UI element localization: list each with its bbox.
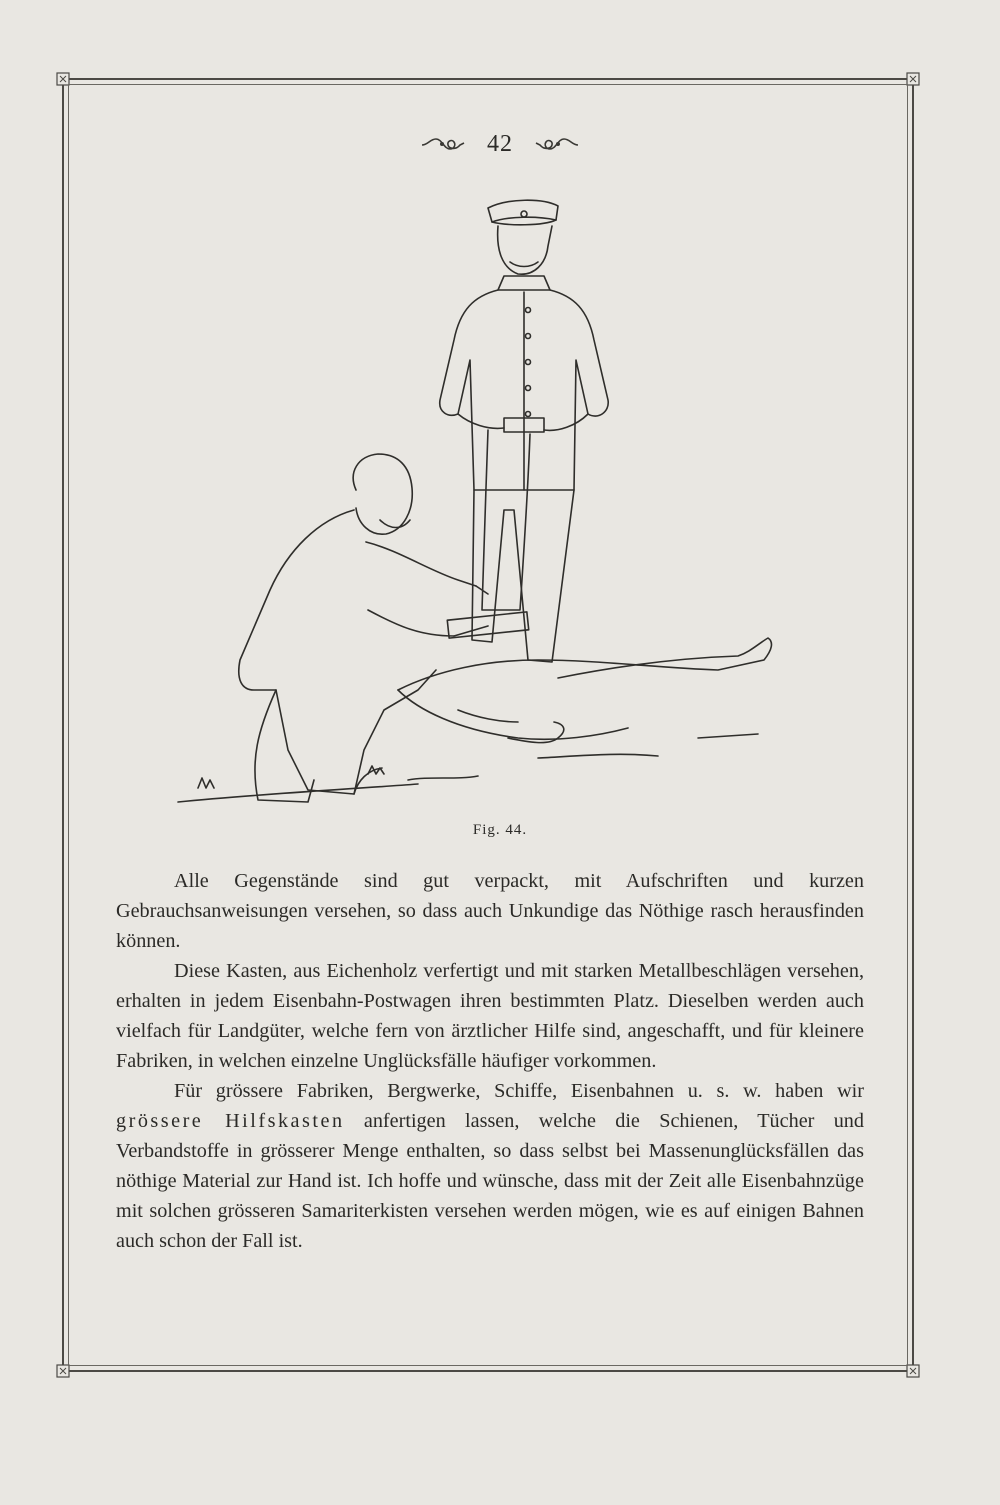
corner-ornament-icon — [906, 1364, 920, 1378]
engraving-illustration — [158, 190, 798, 820]
corner-ornament-icon — [906, 72, 920, 86]
paragraph-3-start: Für grössere Fabriken, Bergwerke, Schiffe, Eisenbahnen u. s. w. haben wir — [174, 1080, 864, 1102]
ground-line — [178, 734, 758, 802]
paragraph-2: Diese Kasten, aus Eichenholz verfertigt und mit starken Metallbeschlägen versehen, erhalten in jedem Eisenbahn-Postwagen ihren bestimmten Platz. Dieselben werden auch vielfach für Landgüter, welche fern von ärztlicher Hilfe sind, angeschafft, und für kleinere Fabriken, in welchen einzelne Unglücksfälle häufiger vorkommen. — [116, 960, 864, 1072]
emphasized-term: grössere Hilfskasten — [116, 1110, 345, 1132]
patient-body — [398, 638, 771, 690]
page-number: 42 — [487, 130, 513, 157]
paragraph-1: Alle Gegenstände sind gut verpackt, mit Aufschriften und kurzen Gebrauchsanweisungen versehen, so dass auch Unkundige das Nöthige rasch herausfinden können. — [116, 870, 864, 952]
left-flourish-icon — [420, 133, 466, 155]
paragraph-3-end: anfertigen lassen, welche die Schienen, Tücher und Verbandstoffe in grösserer Menge enthalten, so dass selbst bei Massenunglücksfällen das nöthige Material zur Hand ist. Ich hoffe und wünsche, dass mit der Zeit alle Eisenbahnzüge mit solchen grösseren Samariterkisten versehen werden mögen, wie es auf einigen Bahnen auch schon der Fall ist. — [116, 1110, 864, 1252]
paragraph-3 — [116, 1076, 864, 1256]
body-text — [116, 866, 864, 1256]
doctor-coat — [239, 510, 436, 794]
right-flourish-icon — [534, 133, 580, 155]
page-header — [0, 130, 1000, 158]
first-aid-scene-illustration — [158, 190, 798, 820]
figure-caption: Fig. 44. — [472, 822, 528, 838]
corner-ornament-icon — [56, 72, 70, 86]
corner-ornament-icon — [56, 1364, 70, 1378]
